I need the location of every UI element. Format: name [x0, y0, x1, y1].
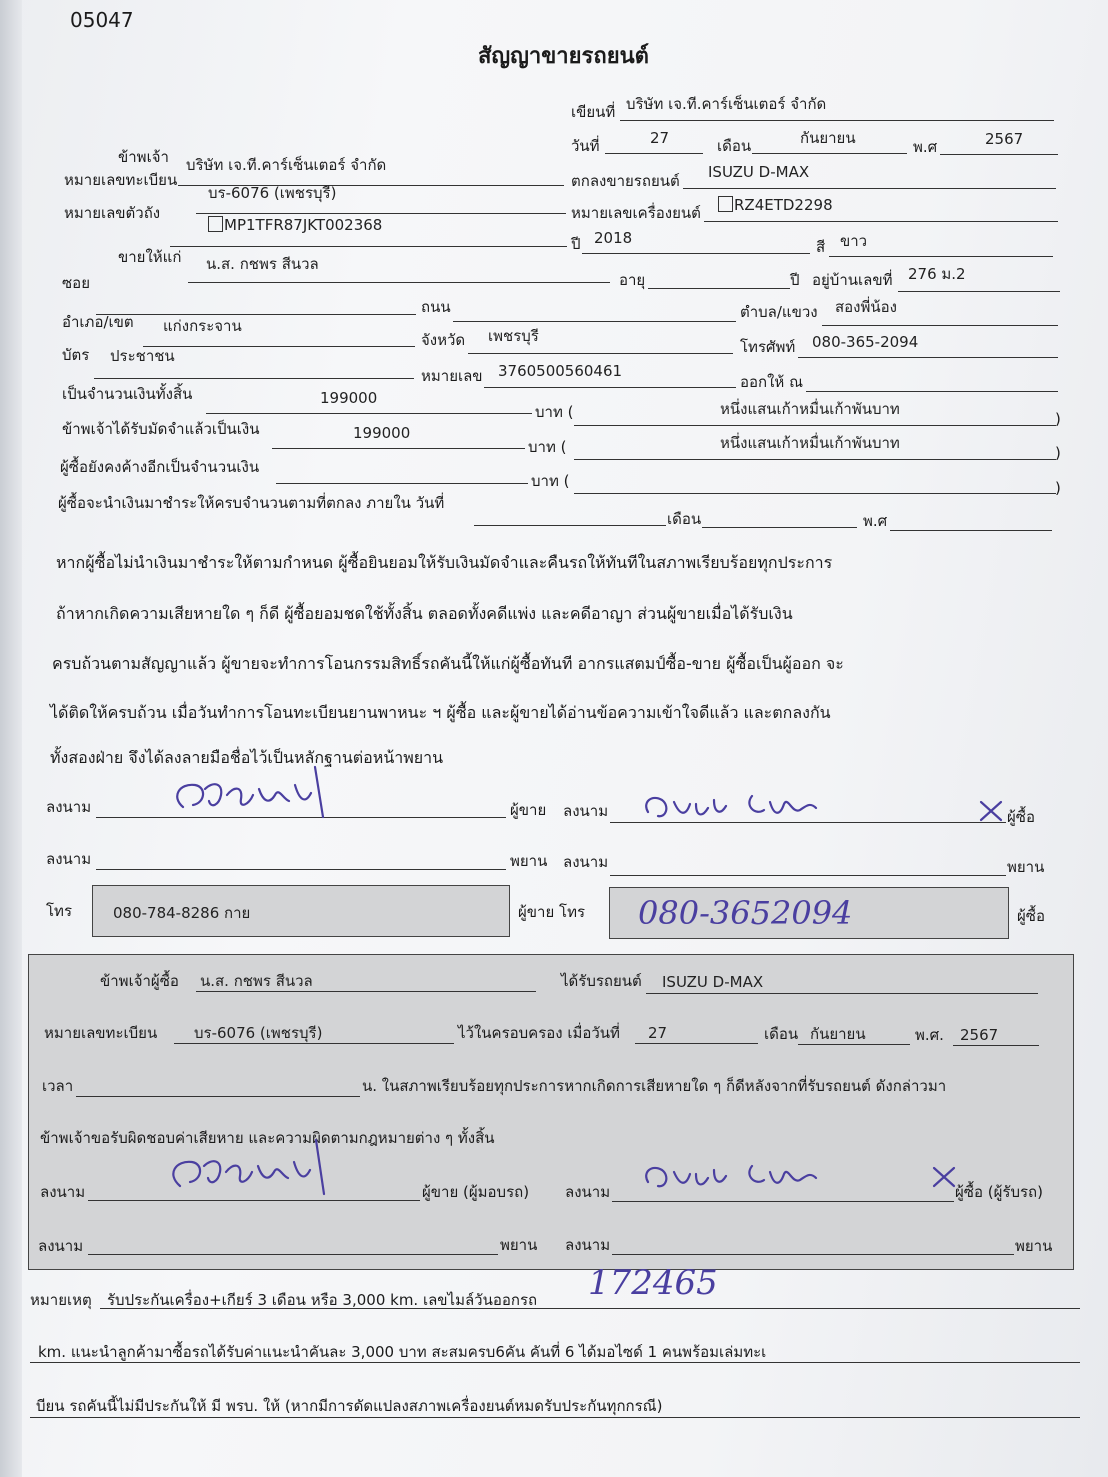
total-words: หนึ่งแสนเก้าหมื่นเก้าพันบาท	[720, 400, 900, 418]
reg-value: บร-6076 (เพชรบุรี)	[208, 184, 337, 202]
month-line	[752, 153, 907, 154]
district-value: แก่งกระจาน	[163, 317, 242, 335]
terms-line-1: หากผู้ซื้อไม่นำเงินมาชำระให้ตามกำหนด ผู้ซื้อยินยอมให้รับเงินมัดจำและคืนรถให้ทันทีในสภาพเรียบร้อยทุกประการ	[56, 553, 833, 572]
buyer-x-mark-1	[975, 796, 1009, 826]
remarks-rule-1	[100, 1308, 1080, 1309]
seller-label: ข้าพเจ้า	[118, 148, 169, 166]
receipt-year: 2567	[960, 1026, 999, 1044]
buyer-name: น.ส. กชพร สีนวล	[206, 255, 319, 273]
seller-phone: 080-784-8286 กาย	[113, 904, 251, 922]
district-label: อำเภอ/เขต	[62, 313, 134, 331]
receipt-reg: บร-6076 (เพชรบุรี)	[194, 1024, 323, 1042]
balance-words-line	[574, 493, 1056, 494]
receipt-buyer-sign-line	[612, 1201, 954, 1202]
buyer-x-mark-2	[928, 1162, 962, 1192]
deposit-words: หนึ่งแสนเก้าหมื่นเก้าพันบาท	[720, 434, 900, 452]
receipt-buyer-label: ข้าพเจ้าผู้ซื้อ	[100, 972, 179, 990]
receipt-time-line	[76, 1096, 360, 1097]
receipt-buyer-line	[196, 991, 536, 992]
contract-title: สัญญาขายรถยนต์	[478, 44, 649, 69]
seller-role-1: ผู้ขาย	[510, 801, 547, 819]
seller-signature-2	[160, 1126, 340, 1202]
card-label: บัตร	[62, 346, 90, 364]
be-year-value: 2567	[985, 130, 1024, 148]
receipt-year-line	[953, 1045, 1039, 1046]
receipt-seller-role: ผู้ขาย (ผู้มอบรถ)	[422, 1183, 530, 1201]
total-line	[206, 413, 532, 414]
id-line	[484, 387, 736, 388]
receipt-buyer: น.ส. กชพร สีนวล	[200, 972, 313, 990]
due-year-line	[890, 530, 1052, 531]
year-label: ปี	[571, 235, 581, 253]
balance-line	[276, 483, 528, 484]
receipt-sign-label-3: ลงนาม	[38, 1237, 84, 1255]
receipt-sign-label-1: ลงนาม	[40, 1183, 86, 1201]
soi-line	[96, 314, 416, 315]
balance-label: ผู้ซื้อยังคงค้างอีกเป็นจำนวนเงิน	[60, 458, 260, 476]
witness-2-line	[610, 875, 1006, 876]
terms-line-3: ครบถ้วนตามสัญญาแล้ว ผู้ขายจะทำการโอนกรรมสิทธิ์รถคันนี้ให้แก่ผู้ซื้อทันที อากรแสตมป์ซื้อ-ขาย ผู้ซื้อเป็นผู้ออก จะ	[52, 654, 844, 673]
remarks-line-3: บียน รถคันนี้ไม่มีประกันให้ มี พรบ. ให้ (หากมีการดัดแปลงสภาพเครื่องยนต์หมดรับประกันทุกกรณี)	[36, 1397, 663, 1415]
receipt-time-text: น. ในสภาพเรียบร้อยทุกประการหากเกิดการเสียหายใด ๆ ก็ดีหลังจากที่รับรถยนต์ ดังกล่าวมา	[362, 1077, 947, 1095]
year-line	[582, 253, 810, 254]
receipt-witness-1-line	[88, 1254, 498, 1255]
engine-label: หมายเลขเครื่องยนต์	[571, 204, 701, 222]
receipt-reg-line	[174, 1043, 454, 1044]
receipt-witness-role-2: พยาน	[1015, 1237, 1053, 1255]
receipt-witness-role-1: พยาน	[500, 1236, 538, 1254]
receipt-received-label: ได้รับรถยนต์	[561, 972, 642, 990]
receipt-witness-2-line	[612, 1254, 1014, 1255]
remarks-line-2: km. แนะนำลูกค้ามาซื้อรถได้รับค่าแนะนำคันละ 3,000 บาท สะสมครบ6คัน คันที่ 6 ได้มอไซด์ 1 คนพร้อมเล่มทะเ	[38, 1343, 767, 1361]
remarks-label: หมายเหตุ	[30, 1291, 92, 1309]
receipt-day: 27	[648, 1024, 668, 1042]
road-line	[453, 321, 736, 322]
chassis-number: MP1TFR87JKT002368	[224, 216, 383, 234]
day-line	[605, 153, 703, 154]
total-close-paren: )	[1055, 410, 1061, 428]
receipt-buyer-role: ผู้ซื้อ (ผู้รับรถ)	[955, 1183, 1043, 1201]
written-at-label: เขียนที่	[571, 103, 616, 121]
sign-label-1: ลงนาม	[46, 798, 92, 816]
receipt-day-line	[635, 1043, 758, 1044]
terms-line-4: ได้ติดให้ครบถ้วน เมื่อวันทำการโอนทะเบียนยานพาหนะ ฯ ผู้ซื้อ และผู้ขายได้อ่านข้อความเข้าใจดีแล้ว และตกลงกัน	[50, 703, 831, 722]
province-line	[468, 353, 733, 354]
age-label: อายุ	[619, 271, 646, 289]
balance-close-paren: )	[1055, 479, 1061, 497]
sign-label-2: ลงนาม	[563, 802, 609, 820]
mileage-handwritten	[582, 1256, 732, 1306]
due-month-label: เดือน	[667, 510, 702, 528]
receipt-car-line	[646, 993, 1038, 994]
house-label: อยู่บ้านเลขที่	[812, 271, 893, 289]
chassis-line	[170, 246, 567, 247]
seller-name: บริษัท เจ.ที.คาร์เซ็นเตอร์ จำกัด	[186, 156, 387, 174]
deposit-words-line	[574, 459, 1056, 460]
agree-sell-label: ตกลงขายรถยนต์	[571, 172, 680, 190]
buyer-signature-2	[640, 1152, 830, 1198]
road-label: ถนน	[421, 298, 451, 316]
age-line	[648, 288, 790, 289]
buyer-phone-role: ผู้ซื้อ	[1017, 907, 1045, 925]
sold-to-label: ขายให้แก่	[118, 248, 182, 266]
buyer-signature-1	[640, 782, 830, 830]
receipt-time-label: เวลา	[42, 1077, 74, 1095]
remarks-rule-3	[30, 1417, 1080, 1418]
engine-checkbox	[718, 196, 733, 212]
receipt-reg-label: หมายเลขทะเบียน	[44, 1024, 158, 1042]
buyer-phone-handwritten	[634, 888, 884, 936]
day-value: 27	[650, 129, 670, 147]
due-month-line	[702, 527, 857, 528]
due-day-line	[474, 525, 666, 526]
total-baht-label: บาท (	[535, 403, 574, 421]
district-line	[143, 346, 415, 347]
receipt-sign-label-2: ลงนาม	[565, 1183, 611, 1201]
total-words-line	[574, 425, 1056, 426]
total-value: 199000	[320, 389, 378, 407]
receipt-box	[28, 954, 1074, 1270]
terms-line-2: ถ้าหากเกิดความเสียหายใด ๆ ก็ดี ผู้ซื้อยอมชดใช้ทั้งสิ้น ตลอดทั้งคดีแพ่ง และคดีอาญา ส่วนผู้ขายเมื่อได้รับเงิน	[56, 604, 793, 623]
province-label: จังหวัด	[421, 331, 466, 349]
color-line	[829, 256, 1053, 257]
deposit-close-paren: )	[1055, 444, 1061, 462]
chassis-value	[208, 216, 382, 234]
witness-1-line	[96, 869, 506, 870]
card-line	[94, 378, 414, 379]
buyer-phone-hand-text: 080-3652094	[638, 894, 853, 932]
issued-line	[806, 391, 1058, 392]
car-model: ISUZU D-MAX	[708, 163, 810, 181]
id-label: หมายเลข	[421, 367, 483, 385]
year-value: 2018	[594, 229, 633, 247]
balance-baht-label: บาท (	[531, 472, 570, 490]
engine-line	[704, 221, 1058, 222]
total-label: เป็นจำนวนเงินทั้งสิ้น	[62, 385, 193, 403]
be-year-line	[940, 154, 1058, 155]
color-value: ขาว	[840, 232, 868, 250]
phone-value: 080-365-2094	[812, 333, 919, 351]
reg-label: หมายเลขทะเบียน	[64, 171, 178, 189]
receipt-liability: ข้าพเจ้าขอรับผิดชอบค่าเสียหาย และความผิดตามกฎหมายต่าง ๆ ทั้งสิ้น	[40, 1129, 495, 1147]
remarks-line-1: รับประกันเครื่อง+เกียร์ 3 เดือน หรือ 3,000 km. เลขไมล์วันออกรถ	[107, 1291, 538, 1309]
province-value: เพชรบุรี	[488, 327, 539, 345]
subdistrict-line	[822, 325, 1058, 326]
soi-label: ซอย	[62, 274, 90, 292]
phone-line	[798, 357, 1058, 358]
id-value: 3760500560461	[498, 362, 623, 380]
receipt-possession-label: ไว้ในครอบครอง เมื่อวันที่	[458, 1024, 620, 1042]
reg-line	[196, 213, 566, 214]
deposit-baht-label: บาท (	[528, 438, 567, 456]
receipt-car: ISUZU D-MAX	[662, 973, 764, 991]
seller-phone-role: ผู้ขาย โทร	[518, 903, 586, 921]
mileage-hand-text: 172465	[588, 1263, 718, 1303]
paper-shadow-edge	[0, 0, 22, 1477]
house-value: 276 ม.2	[908, 265, 966, 283]
phone-label-seller: โทร	[46, 902, 73, 920]
due-year-label: พ.ศ	[863, 512, 888, 530]
receipt-month-label: เดือน	[764, 1025, 799, 1043]
receipt-month-line	[798, 1044, 910, 1045]
deposit-line	[272, 448, 525, 449]
chassis-label: หมายเลขตัวถัง	[64, 204, 161, 222]
house-line	[898, 291, 1060, 292]
sign-label-4: ลงนาม	[563, 853, 609, 871]
receipt-sign-label-4: ลงนาม	[565, 1236, 611, 1254]
witness-role-2: พยาน	[1007, 858, 1045, 876]
subdistrict-value: สองพี่น้อง	[835, 298, 897, 316]
month-value: กันยายน	[800, 129, 856, 147]
be-year-label: พ.ศ	[913, 138, 938, 156]
phone-label: โทรศัพท์	[740, 338, 796, 356]
card-value: ประชาชน	[110, 347, 175, 365]
written-at-line	[620, 120, 1054, 121]
agree-sell-line	[683, 188, 1056, 189]
terms-line-5: ทั้งสองฝ่าย จึงได้ลงลายมือชื่อไว้เป็นหลักฐานต่อหน้าพยาน	[50, 748, 444, 767]
age-unit: ปี	[790, 271, 800, 289]
deposit-label: ข้าพเจ้าได้รับมัดจำแล้วเป็นเงิน	[62, 420, 260, 438]
sold-to-line	[188, 282, 610, 283]
date-label: วันที่	[571, 137, 600, 155]
color-label: สี	[816, 238, 826, 256]
issued-label: ออกให้ ณ	[740, 373, 803, 391]
engine-value	[718, 196, 833, 214]
month-label: เดือน	[717, 137, 752, 155]
engine-number: RZ4ETD2298	[734, 196, 833, 214]
sign-label-3: ลงนาม	[46, 850, 92, 868]
due-label: ผู้ซื้อจะนำเงินมาชำระให้ครบจำนวนตามที่ตกลง ภายใน วันที่	[58, 494, 445, 512]
receipt-month: กันยายน	[810, 1025, 866, 1043]
subdistrict-label: ตำบล/แขวง	[740, 303, 818, 321]
buyer-role-1: ผู้ซื้อ	[1007, 808, 1035, 826]
seller-phone-box	[92, 885, 510, 937]
remarks-rule-2	[30, 1362, 1080, 1363]
seller-signature-1	[165, 755, 345, 825]
written-at-value: บริษัท เจ.ที.คาร์เซ็นเตอร์ จำกัด	[626, 95, 827, 113]
deposit-value: 199000	[353, 424, 411, 442]
chassis-checkbox	[208, 216, 223, 232]
document-number: 05047	[70, 8, 134, 32]
witness-role-1: พยาน	[510, 852, 548, 870]
receipt-year-label: พ.ศ.	[915, 1026, 944, 1044]
